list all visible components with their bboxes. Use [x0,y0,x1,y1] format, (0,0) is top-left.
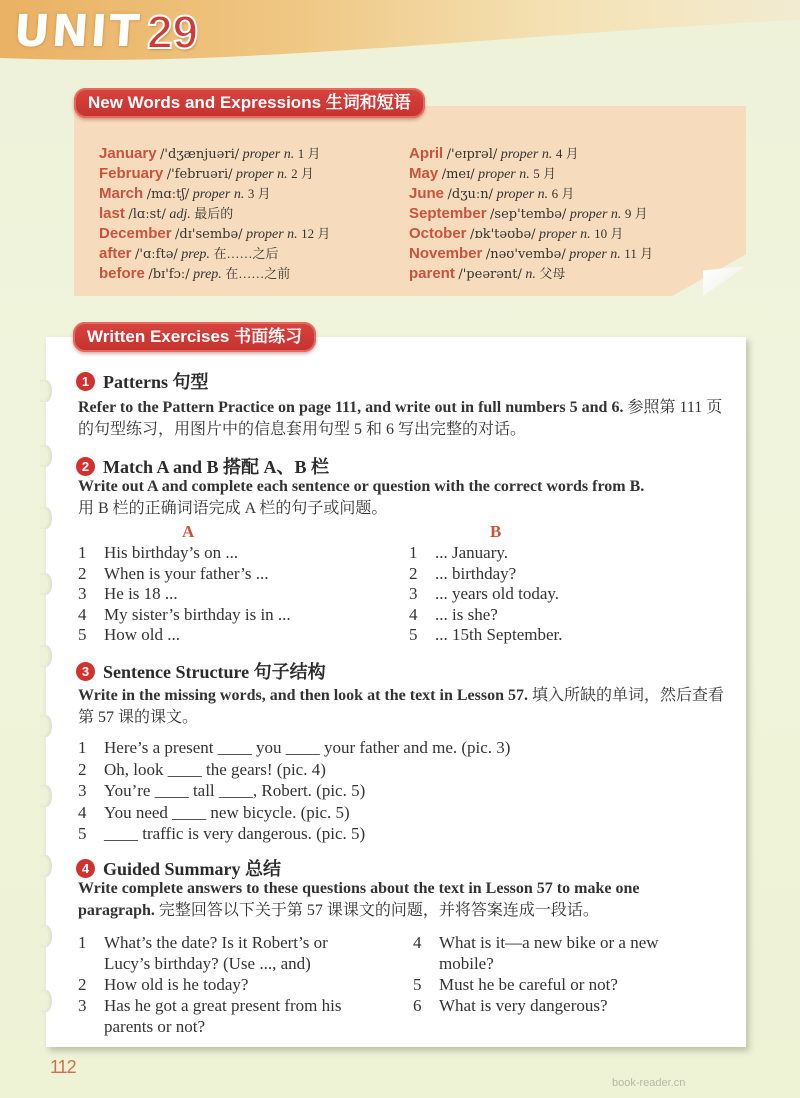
folded-corner [703,266,746,296]
list-item: 5 ____ traffic is very dangerous. (pic. 5) [78,824,366,843]
word-entry: January /'dʒænjuəri/ proper n. 1 月 [99,145,321,162]
unit-title [14,2,198,58]
exercise-3-list [78,737,510,845]
exercise-4-list-right [413,932,733,1016]
exercise-1-heading [76,368,208,394]
word-entry: June /dʒuːn/ proper n. 6 月 [409,185,575,202]
list-item: 5 Must he be careful or not? [413,975,618,994]
exercise-3-heading [76,658,326,684]
list-item: 3 He is 18 ... [78,584,178,603]
list-item: 2 When is your father’s ... [78,563,269,583]
list-item: 4 ... is she? [409,604,498,624]
column-b-header: B [490,522,502,541]
word-entry: March /mɑːtʃ/ proper n. 3 月 [99,185,271,202]
word-entry: September /sep'tembə/ proper n. 9 月 [409,205,648,222]
list-item: 3 You’re ____ tall ____, Robert. (pic. 5) [78,781,366,800]
page-number: 112 [50,1057,76,1077]
column-b-list [409,543,562,646]
exercise-3-instruction: Write in the missing words, and then look at the text in Lesson 57. 填入所缺的单词，然后查看第 57 课的课文。 [78,687,724,726]
words-column-left [99,144,330,284]
number-badge: 3 [76,662,95,681]
binder-hole [40,507,52,529]
list-item: 3 Has he got a great present from his parents or not? [78,996,342,1036]
list-item: 6 What is very dangerous? [413,996,608,1015]
list-item: 3 ... years old today. [409,584,560,603]
word-entry: April /'eɪprəl/ proper n. 4 月 [409,145,579,162]
binder-hole [40,380,52,402]
list-item: 2 How old is he today? [78,975,249,994]
list-item: 2 Oh, look ____ the gears! (pic. 4) [78,759,326,779]
exercise-4-title: Guided Summary 总结 [103,859,282,879]
list-item: 2 ... birthday? [409,563,517,583]
list-item: 4 You need ____ new bicycle. (pic. 5) [78,802,350,822]
binder-hole [40,855,52,877]
exercise-1-instruction: Refer to the Pattern Practice on page 111, and write out in full numbers 5 and 6. 参照第 111 页的句型练习，用图片中的信息套用句型 5 和 6 写出完整的对话。 [78,399,723,438]
exercise-2-title: Match A and B 搭配 A、B 栏 [103,457,330,477]
list-item: 4 What is it—a new bike or a new mobile? [413,933,659,973]
binder-hole [40,715,52,737]
number-badge: 2 [76,457,95,476]
binder-hole [40,785,52,807]
column-a-list [78,543,291,646]
unit-number: 29 [146,6,199,58]
list-item: 1 What’s the date? Is it Robert’s or Lucy’s birthday? (Use ..., and) [78,933,328,973]
word-entry: parent /'peərənt/ n. 父母 [409,265,566,282]
watermark: book-reader.cn [612,1077,686,1089]
number-badge: 4 [76,859,95,878]
written-exercises-title: Written Exercises 书面练习 [73,322,316,352]
exercise-2-instruction: Write out A and complete each sentence or question with the correct words from B. 用 B 栏的正确词语完成 A 栏的句子或问题。 [78,478,645,517]
binder-hole [40,445,52,467]
new-words-title: New Words and Expressions 生词和短语 [74,88,425,118]
binder-hole [40,645,52,667]
word-entry: February /'februəri/ proper n. 2 月 [99,165,314,182]
word-entry: after /'ɑːftə/ prep. 在……之后 [99,245,279,262]
words-column-right [409,144,653,284]
list-item: 1 ... January. [409,543,509,562]
exercise-3-title: Sentence Structure 句子结构 [103,662,326,682]
column-a-header: A [182,522,195,541]
list-item: 1 Here’s a present ____ you ____ your father and me. (pic. 3) [78,738,511,757]
binder-hole [40,925,52,947]
exercise-4-instruction: Write complete answers to these questions about the text in Lesson 57 to make one paragraph. 完整回答以下关于第 57 课课文的问题，并将答案连成一段话。 [78,880,640,919]
binder-hole [40,990,52,1012]
exercise-1-title: Patterns 句型 [103,372,209,392]
word-entry: May /meɪ/ proper n. 5 月 [409,165,556,182]
list-item: 5 ... 15th September. [409,625,563,644]
list-item: 4 My sister’s birthday is in ... [78,604,291,624]
binder-hole [40,573,52,595]
word-entry: before /bɪ'fɔː/ prep. 在……之前 [99,265,291,282]
list-item: 1 His birthday’s on ... [78,543,239,562]
list-item: 5 How old ... [78,625,181,644]
unit-word: UNIT [12,6,143,57]
exercise-4-list-left [78,932,398,1037]
word-entry: November /nəʊ'vembə/ proper n. 11 月 [409,245,654,262]
word-entry: October /ɒk'təʊbə/ proper n. 10 月 [409,225,624,242]
word-entry: December /dɪ'sembə/ proper n. 12 月 [99,225,331,242]
number-badge: 1 [76,372,95,391]
word-entry: last /lɑːst/ adj. 最后的 [99,205,234,222]
